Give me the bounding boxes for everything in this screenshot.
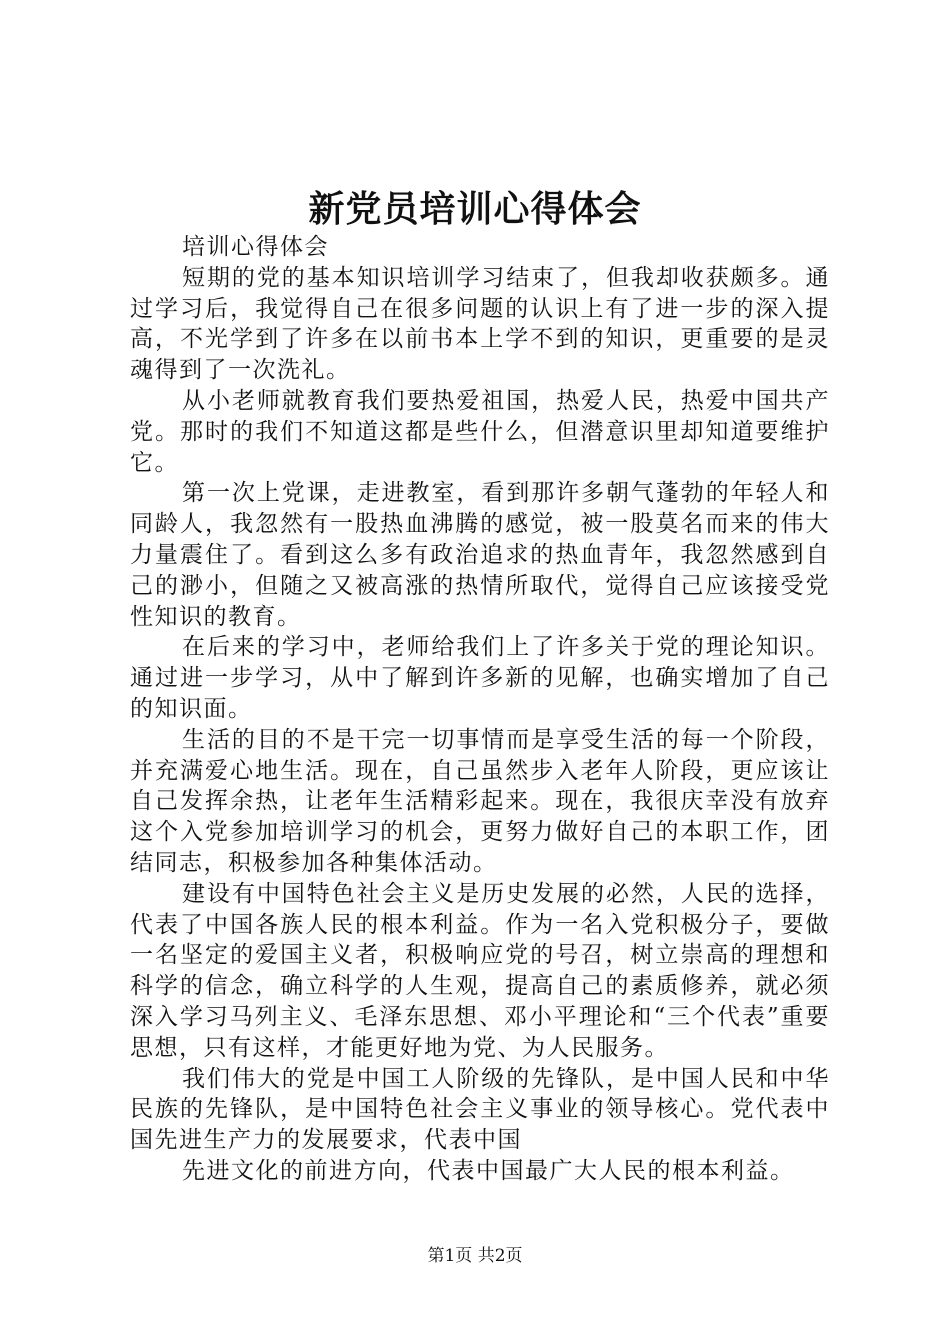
document-title: 新党员培训心得体会 [308,188,642,230]
document-body [130,232,830,1187]
paragraph: 短期的党的基本知识培训学习结束了，但我却收获颇多。通过学习后，我觉得自己在很多问题的认识上有了进一步的深入提高，不光学到了许多在以前书本上学不到的知识，更重要的是灵魂得到了一次洗礼。 [130,264,830,384]
paragraph: 在后来的学习中，老师给我们上了许多关于党的理论知识。通过进一步学习，从中了解到许多新的见解，也确实增加了自己的知识面。 [130,634,830,722]
paragraph: 生活的目的不是干完一切事情而是享受生活的每一个阶段，并充满爱心地生活。现在，自己虽然步入老年人阶段，更应该让自己发挥余热，让老年生活精彩起来。现在，我很庆幸没有放弃这个入党参加培训学习的机会，更努力做好自己的本职工作，团结同志，积极参加各种集体活动。 [130,726,830,876]
paragraph: 我们伟大的党是中国工人阶级的先锋队，是中国人民和中华民族的先锋队，是中国特色社会主义事业的领导核心。党代表中国先进生产力的发展要求，代表中国 [130,1065,830,1154]
paragraph-subtitle: 培训心得体会 [182,234,329,260]
page-number-footer: 第1页 共2页 [427,1246,523,1266]
paragraph: 从小老师就教育我们要热爱祖国，热爱人民，热爱中国共产党。那时的我们不知道这都是些什么，但潜意识里却知道要维护它。 [130,387,830,476]
paragraph: 第一次上党课，走进教室，看到那许多朝气蓬勃的年轻人和同龄人，我忽然有一股热血沸腾的感觉，被一股莫名而来的伟大力量震住了。看到这么多有政治追求的热血青年，我忽然感到自己的渺小，但随之又被高涨的热情所取代，觉得自己应该接受党性知识的教育。 [130,480,830,630]
paragraph: 建设有中国特色社会主义是历史发展的必然，人民的选择，代表了中国各族人民的根本利益。作为一名入党积极分子，要做一名坚定的爱国主义者，积极响应党的号召，树立崇高的理想和科学的信念，确立科学的人生观，提高自己的素质修养，就必须深入学习马列主义、毛泽东思想、邓小平理论和“三个代表”重要思想，只有这样，才能更好地为党、为人民服务。 [130,880,830,1061]
paragraph: 先进文化的前进方向，代表中国最广大人民的根本利益。 [182,1157,795,1184]
